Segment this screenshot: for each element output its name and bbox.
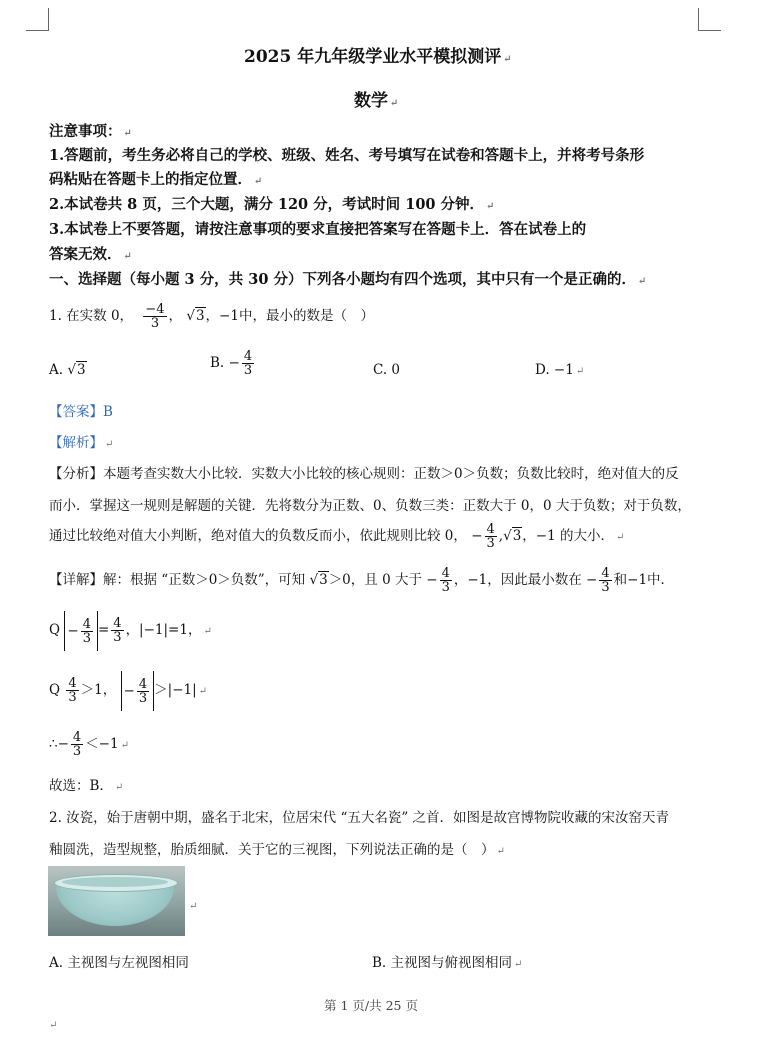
answer-label: 【答案】B: [49, 404, 113, 420]
note-3-line-2: 答案无效． ↵: [49, 246, 132, 263]
fraction-neg-4-3: $\frac{-4}{3}$: [145, 302, 165, 331]
detailed-solution: 【详解】解：根据 “正数＞0＞负数”，可知 √3＞0，且 0 大于 − $\frac{4}{3}$ ，−1，因此最小数在 − $\frac{4}{3}$ 和−1中．: [49, 566, 675, 595]
option-d: D. −1 ↵: [535, 362, 585, 378]
note-1-line-1: 1.答题前，考生务必将自己的学校、班级、姓名、考号填写在试卷和答题卡上，并将考号条形: [49, 147, 645, 164]
solution-step-3: ∴− $\frac{4}{3}$ ＜−1 ↵: [49, 730, 129, 759]
final-choice: 故选：B． ↵: [49, 778, 124, 794]
crop-mark-top-right: [698, 8, 721, 31]
subject-title: 数学 ↵: [354, 91, 399, 111]
sqrt-3: √3: [186, 308, 205, 324]
question-2-line-2: 釉圆洗，造型规整，胎质细腻．关于它的三视图，下列说法正确的是（ ） ↵: [49, 842, 505, 858]
analysis-line-3: 通过比较绝对值大小判断，绝对值大的负数反而小，依此规则比较 0， − $\frac{4}{3}$ ,√3，−1 的大小． ↵: [49, 522, 625, 551]
analysis-label: 【解析】 ↵: [49, 435, 114, 451]
note-2: 2.本试卷共 8 页，三个大题，满分 120 分，考试时间 100 分钟． ↵: [49, 196, 495, 213]
analysis-line-2: 而小．掌握这一规则是解题的关键．先将数分为正数、0、负数三类：正数大于 0，0 大于负数；对于负数，: [49, 498, 691, 514]
q2-option-a: A. 主视图与左视图相同: [49, 955, 189, 971]
analysis-line-1: 【分析】本题考查实数大小比较．实数大小比较的核心规则：正数＞0＞负数；负数比较时，绝对值大的反: [49, 466, 679, 482]
document-title: 2025 年九年级学业水平模拟测评 ↵: [244, 47, 512, 67]
page-footer: 第 1 页/共 25 页: [324, 998, 418, 1013]
image-para-mark: ↵: [189, 901, 198, 912]
bottom-para-mark: ↵: [49, 1020, 58, 1031]
option-b: B. − $\frac{4}{3}$: [210, 349, 253, 378]
solution-step-1: Q − $\frac{4}{3}$ = $\frac{4}{3}$ ，|−1|=1， ↵: [49, 610, 212, 652]
ru-ware-bowl-image: [48, 866, 185, 936]
q2-option-b: B. 主视图与俯视图相同 ↵: [372, 955, 523, 971]
solution-step-2: Q $\frac{4}{3}$ ＞1， − $\frac{4}{3}$ ＞|−1| ↵: [49, 670, 207, 712]
note-3-line-1: 3.本试卷上不要答题，请按注意事项的要求直接把答案写在答题卡上．答在试卷上的: [49, 221, 587, 238]
option-a: A. √3: [49, 362, 86, 378]
note-1-line-2: 码粘贴在答题卡上的指定位置． ↵: [49, 171, 263, 188]
question-2-line-1: 2. 汝瓷，始于唐朝中期，盛名于北宋，位居宋代 “五大名瓷” 之首．如图是故宫博物院收藏的宋汝窑天青: [49, 810, 670, 826]
section-1-heading: 一、选择题（每小题 3 分，共 30 分）下列各小题均有四个选项，其中只有一个是正确的． ↵: [49, 271, 647, 288]
notes-heading: 注意事项： ↵: [49, 123, 132, 140]
question-1-stem: 1. 在实数 0， $\frac{-4}{3}$ ， √3，−1中，最小的数是（ ）: [49, 302, 374, 331]
crop-mark-top-left: [26, 8, 49, 31]
option-c: C. 0: [373, 362, 401, 378]
